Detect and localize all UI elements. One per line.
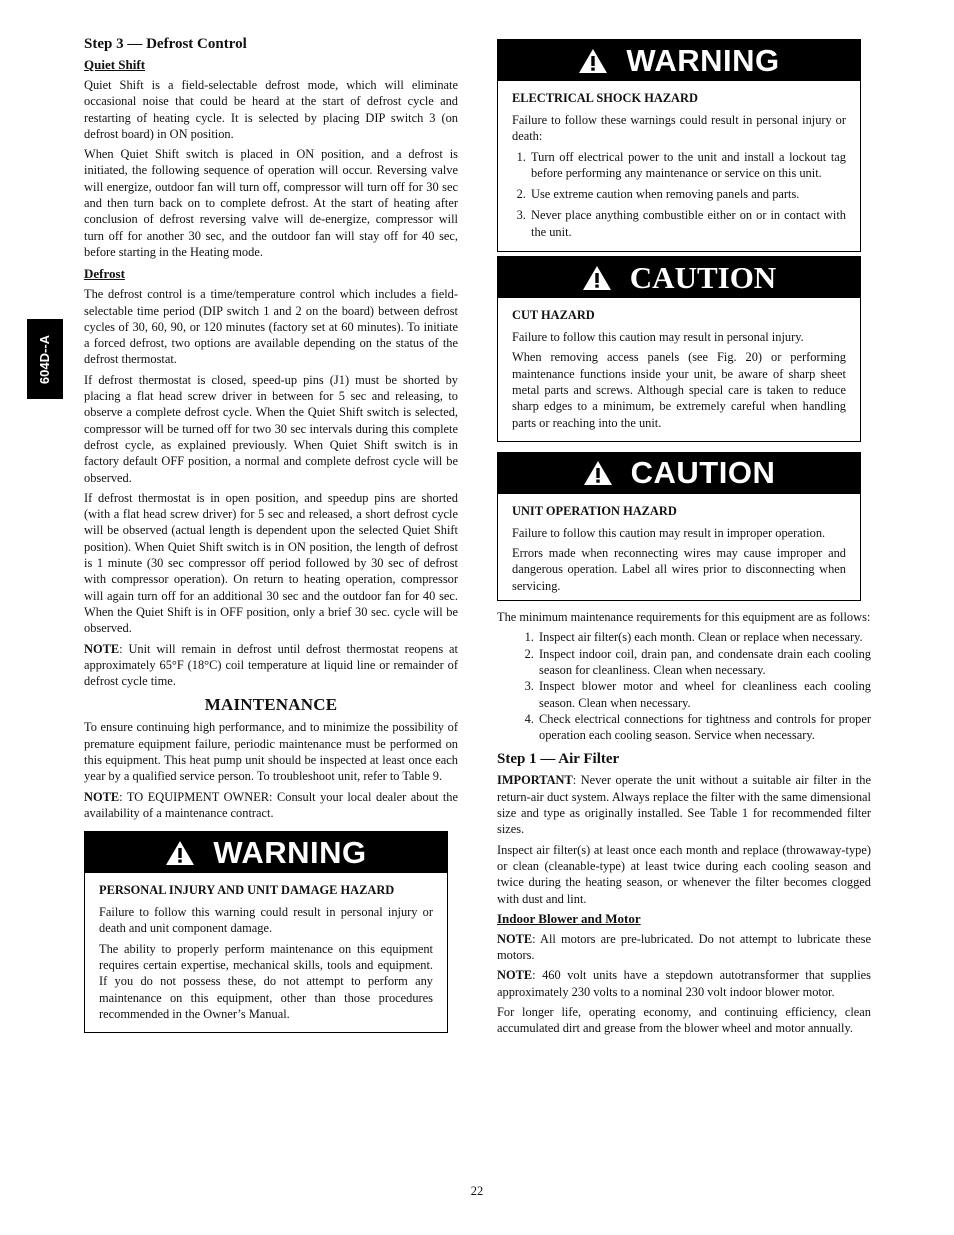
list-item: 1. Inspect air filter(s) each month. Clean or replace when necessary. xyxy=(537,629,871,645)
note-label: NOTE xyxy=(84,641,120,656)
side-tab-label: 604D--A xyxy=(37,334,53,384)
note-text: : 460 volt units have a stepdown autotransformer that supplies approximately 230 volts to a nominal 230 volt indoor blower motor. xyxy=(497,968,871,999)
caution-title: CAUTION xyxy=(630,455,776,491)
warning-header xyxy=(498,40,860,81)
quiet-shift-paragraph-2: When Quiet Shift switch is placed in ON position, and a defrost is initiated, the following sequence of operation will occur. Reversing valve will energize, outdoor fan will turn off, compressor will turn off for 30 sec and then turn back on to complete defrost. At the start of heating after conclusion of defrost reversing valve will de-energize, compressor will turn off for another 30 sec, and the outdoor fan will stay off for 40 sec, before starting in the Heating mode. xyxy=(84,147,458,259)
maintenance-heading: MAINTENANCE xyxy=(204,695,338,715)
maintenance-note xyxy=(84,789,458,822)
right-column xyxy=(497,39,871,1041)
hazard-title: UNIT OPERATION HAZARD xyxy=(512,503,677,518)
defrost-paragraph-2: If defrost thermostat is closed, speed-up pins (J1) must be shorted by placing a flat head screw driver in between for 5 sec and releasing, to observe a complete defrost cycle. When the Quiet Shift switch is selected, compressor will be turned off for two 30 sec intervals during this complete defrost cycle, as explained previously. When Quiet Shift switch is in factory default OFF position, a normal and complete defrost cycle will be observed. xyxy=(84,372,458,485)
hazard-title: ELECTRICAL SHOCK HAZARD xyxy=(512,91,698,105)
caution-triangle-icon xyxy=(583,460,613,486)
important-text: : Never operate the unit without a suitable air filter in the return-air duct system. Always replace the filter with the same dimensional size and type as originally installed. See Table 1 for recommended filter sizes. xyxy=(497,773,871,837)
blower-heading: Indoor Blower and Motor xyxy=(497,910,641,926)
note-label: NOTE xyxy=(497,968,533,983)
note-text: : All motors are pre-lubricated. Do not attempt to lubricate these motors. xyxy=(497,931,871,963)
warning-triangle-icon xyxy=(165,840,195,866)
maintenance-paragraph: To ensure continuing high performance, and to minimize the possibility of premature equipment failure, periodic maintenance must be performed on this equipment. This heat pump unit should be inspected at least once each year by a qualified service person. To troubleshoot unit, refer to Table 9. xyxy=(84,720,458,784)
defrost-heading: Defrost xyxy=(84,266,125,282)
caution-header xyxy=(498,257,860,298)
important-label: IMPORTANT xyxy=(497,773,573,788)
warning-title: WARNING xyxy=(626,42,780,78)
caution-box-unit-operation xyxy=(497,452,861,601)
warning-box-personal-injury xyxy=(84,831,448,1033)
important-note xyxy=(497,772,871,837)
caution-paragraph-1: Failure to follow this caution may result in personal injury. xyxy=(512,330,804,345)
note-label: NOTE xyxy=(497,931,533,946)
warning-paragraph-2: The ability to properly perform maintenance on this equipment requires certain expertise, mechanical skills, tools and equipment. If you do not possess these, do not attempt to perform any maintenance on this equipment, other than those procedures recommended in the Owner’s Manual. xyxy=(99,941,433,1021)
list-item: 2. Use extreme caution when removing panels and parts. xyxy=(529,186,846,202)
caution-header xyxy=(498,453,860,494)
list-item: 3. Never place anything combustible either on or in contact with the unit. xyxy=(529,207,846,240)
list-item: 1. Turn off electrical power to the unit and install a lockout tag before performing any maintenance or service on this unit. xyxy=(529,149,846,182)
step1-title: Step 1 — Air Filter xyxy=(497,751,620,768)
warning-paragraph-1: Failure to follow this warning could result in personal injury or death and unit component damage. xyxy=(99,905,433,936)
filter-paragraph: Inspect air filter(s) at least once each month and replace (throwaway-type) or clean (cleanable-type) at least twice during each cooling season and twice during the heating season, or whenever the filter becomes clogged with dust and lint. xyxy=(497,842,871,906)
hazard-title: PERSONAL INJURY AND UNIT DAMAGE HAZARD xyxy=(99,883,395,898)
list-item: 4. Check electrical connections for tightness and controls for proper operation each cooling season. Service when necessary. xyxy=(537,711,871,744)
note-text: : Unit will remain in defrost until defrost thermostat reopens at approximately 65°F (18°C) coil temperature at liquid line or remainder of defrost cycle time. xyxy=(84,641,458,689)
warning-box-electrical-shock xyxy=(497,39,861,252)
list-item: 2. Inspect indoor coil, drain pan, and condensate drain each cooling season for cleanliness. Clean when necessary. xyxy=(537,646,871,679)
warning-header xyxy=(85,832,447,873)
caution-box-cut-hazard xyxy=(497,256,861,442)
caution-paragraph-2: Errors made when reconnecting wires may cause improper and dangerous operation. Label all wires prior to disconnecting when servicing. xyxy=(512,546,846,593)
defrost-paragraph-3: If defrost thermostat is in open position, and speedup pins are shorted (with a flat head screw driver) for 5 sec and released, a short defrost cycle will be observed (actual length is dependent upon the selected Quiet Shift position). When Quiet Shift switch is in ON position, the length of defrost is 1 minute (30 sec compressor off period followed by 30 sec of defrost with compressor operation). On return to heating operation, compressor will again turn off for an additional 30 sec and the outdoor fan for 40 sec. When the Quiet Shift is in OFF position, only a brief 30 sec. cycle will be observed. xyxy=(84,490,458,636)
defrost-note xyxy=(84,641,458,690)
caution-title: CAUTION xyxy=(629,259,777,295)
blower-paragraph: For longer life, operating economy, and continuing efficiency, clean accumulated dirt and grease from the blower wheel and motor annually. xyxy=(497,1004,871,1036)
list-item: 3. Inspect blower motor and wheel for cleanliness each cooling season. Clean when necessary. xyxy=(537,678,871,711)
blower-note-1 xyxy=(497,931,871,964)
side-tab xyxy=(27,319,63,399)
left-column xyxy=(84,36,458,1033)
hazard-title: CUT HAZARD xyxy=(512,308,595,323)
caution-paragraph-1: Failure to follow this caution may result in improper operation. xyxy=(512,525,826,540)
note-text: : TO EQUIPMENT OWNER: Consult your local dealer about the availability of a maintenance contract. xyxy=(84,789,458,820)
min-requirements-intro: The minimum maintenance requirements for this equipment are as follows: xyxy=(497,610,871,625)
warning-title: WARNING xyxy=(213,834,367,870)
blower-note-2 xyxy=(497,967,871,1000)
warning-list xyxy=(512,149,846,240)
defrost-paragraph-1: The defrost control is a time/temperature control which includes a field-selectable time period (DIP switch 1 and 2 on the board) between defrost cycles of 30, 60, 90, or 120 minutes (factory set at 60 minutes). To initiate a forced defrost, two options are available depending on the status of the defrost thermostat. xyxy=(84,287,458,367)
step3-title: Step 3 — Defrost Control xyxy=(84,36,247,52)
page-number: 22 xyxy=(470,1184,484,1198)
caution-paragraph-2: When removing access panels (see Fig. 20) or performing maintenance functions inside your unit, be aware of sharp sheet metal parts and screws. Although special care is taken to reduce sharp edges to a minimum, be extremely careful when handling parts or reaching into the unit. xyxy=(512,350,846,430)
warning-triangle-icon xyxy=(578,48,608,74)
warning-paragraph: Failure to follow these warnings could result in personal injury or death: xyxy=(512,113,846,144)
quiet-shift-heading: Quiet Shift xyxy=(84,57,146,72)
min-requirements-list xyxy=(497,629,871,743)
caution-triangle-icon xyxy=(582,265,612,291)
quiet-shift-paragraph-1: Quiet Shift is a field-selectable defrost mode, which will eliminate occasional noise that could be heard at the start of defrost cycle and restarting of heating cycle. It is selected by placing DIP switch 3 (on defrost board) in ON position. xyxy=(84,78,458,141)
note-label: NOTE xyxy=(84,789,120,804)
